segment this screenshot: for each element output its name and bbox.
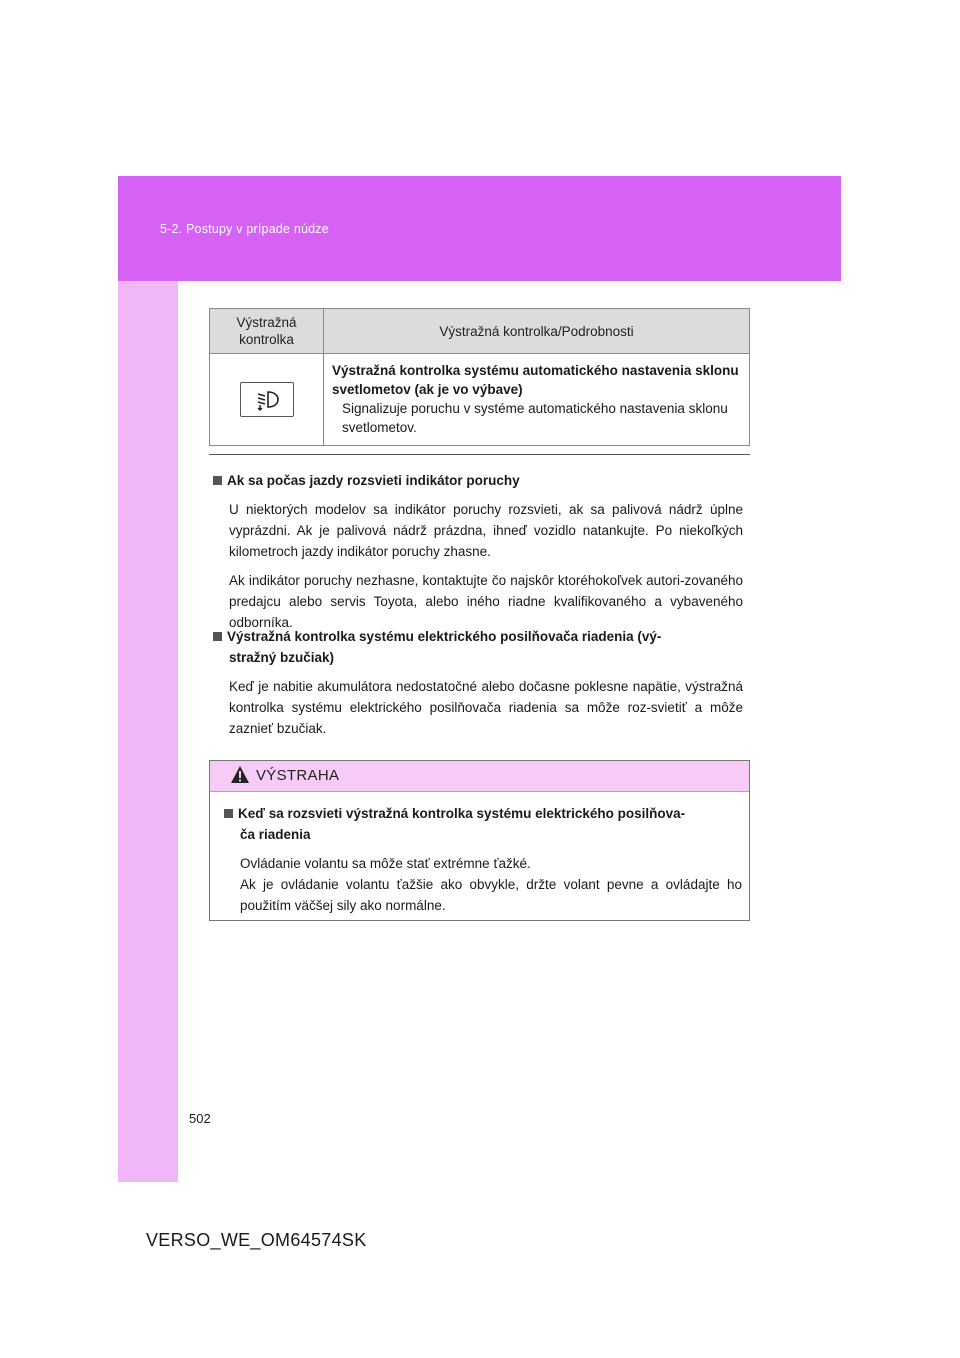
square-bullet-icon bbox=[213, 476, 222, 485]
table-row bbox=[210, 354, 750, 446]
warning-title: Keď sa rozsvieti výstražná kontrolka systému elektrického posilňova- ča riadenia bbox=[224, 803, 742, 845]
section-malfunction bbox=[213, 470, 743, 633]
row-body: Signalizuje poruchu v systéme automatického nastavenia sklonu svetlometov. bbox=[342, 400, 728, 435]
warning-triangle-icon bbox=[230, 765, 250, 789]
paragraph: Ak indikátor poruchy nezhasne, kontaktujte čo najskôr ktoréhokoľvek autori-zovaného predajcu alebo servis Toyota, alebo iného riadne kvalifikovaného a vybaveného odborníka. bbox=[229, 573, 743, 630]
section-title: Ak sa počas jazdy rozsvieti indikátor poruchy bbox=[213, 470, 743, 491]
square-bullet-icon bbox=[224, 809, 233, 818]
section-power-steering bbox=[213, 626, 743, 739]
warning-label: VÝSTRAHA bbox=[256, 767, 340, 784]
warning-content bbox=[224, 803, 742, 916]
column-header-light: Výstražná kontrolka bbox=[210, 309, 324, 354]
paragraph: Keď je nabitie akumulátora nedostatočné alebo dočasne poklesne napätie, výstražná kontrolka systému elektrického posilňovača riadenia sa môže roz-svietiť a môže zaznieť bzučiak. bbox=[229, 679, 743, 736]
warning-text: Ak je ovládanie volantu ťažšie ako obvykle, držte volant pevne a ovládajte ho použitím väčšej sily ako normálne. bbox=[240, 877, 742, 913]
row-title: Výstražná kontrolka systému automatického nastavenia sklonu svetlometov (ak je vo výbave) bbox=[332, 362, 739, 397]
paragraph: U niektorých modelov sa indikátor poruchy rozsvieti, ak sa palivová nádrž úplne vyprázdni. Ak je palivová nádrž prázdna, ihneď vozidlo natankujte. Po niekoľkých kilometroch jazdy indikátor poruchy zhasne. bbox=[229, 502, 743, 559]
section-header: 5-2. Postupy v prípade núdze bbox=[160, 222, 329, 236]
warning-text: Ovládanie volantu sa môže stať extrémne ťažké. bbox=[240, 856, 531, 871]
headlight-leveling-icon bbox=[240, 382, 294, 417]
table-header-row bbox=[210, 309, 750, 354]
document-code: VERSO_WE_OM64574SK bbox=[146, 1230, 367, 1250]
icon-cell bbox=[210, 354, 324, 446]
chapter-sidebar bbox=[118, 176, 178, 1182]
warning-header bbox=[210, 761, 749, 792]
warning-box bbox=[209, 760, 750, 921]
square-bullet-icon bbox=[213, 632, 222, 641]
description-cell bbox=[324, 354, 750, 446]
warning-light-table bbox=[209, 308, 750, 446]
page-number: 502 bbox=[189, 1111, 211, 1126]
section-title: Výstražná kontrolka systému elektrického posilňovača riadenia (vý- stražný bzučiak) bbox=[213, 626, 743, 668]
divider bbox=[209, 454, 750, 455]
column-header-details: Výstražná kontrolka/Podrobnosti bbox=[324, 309, 750, 354]
